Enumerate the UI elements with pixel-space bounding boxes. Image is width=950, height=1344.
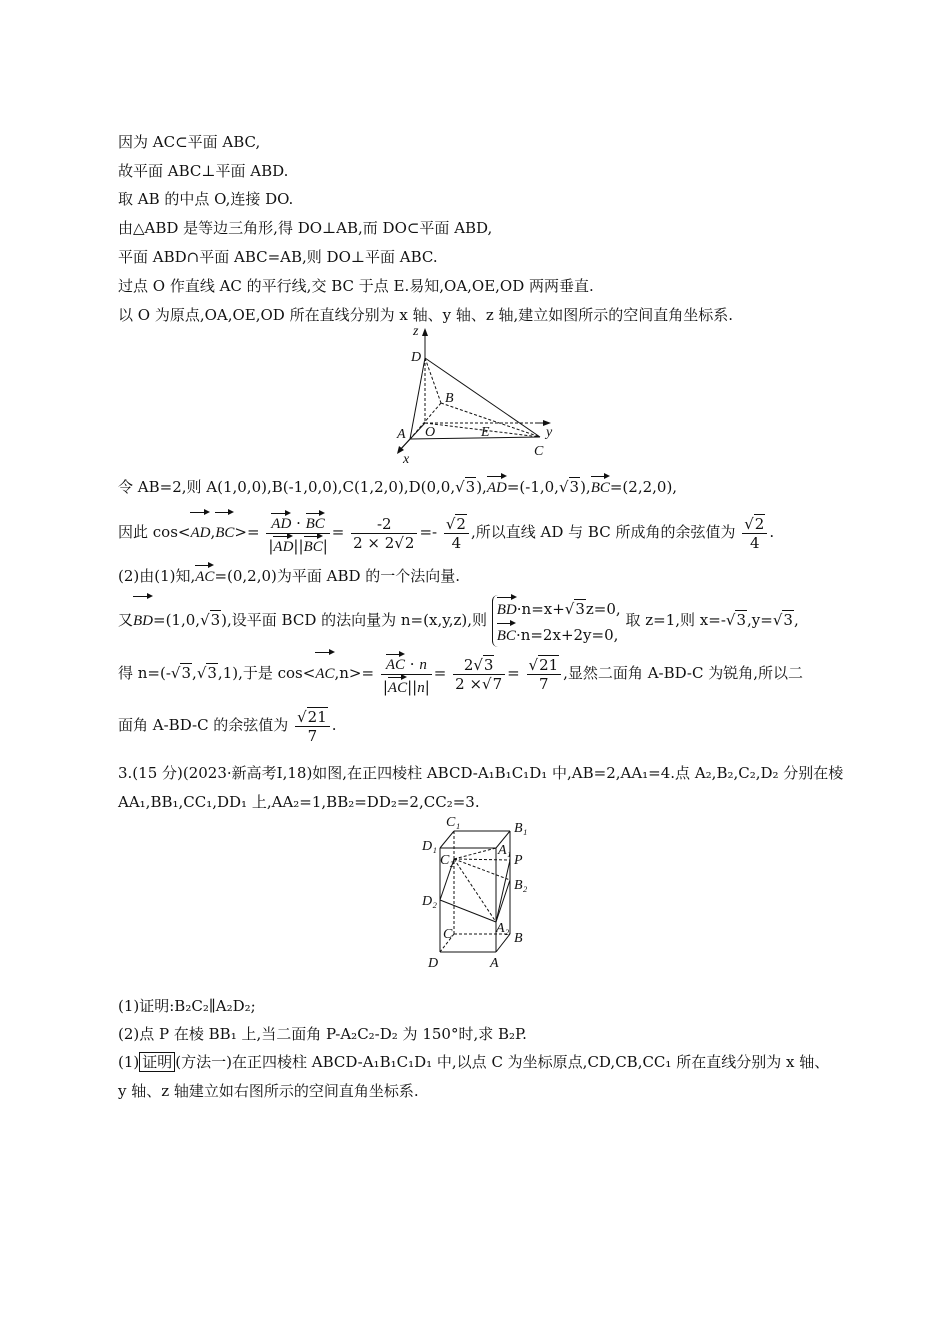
svg-text:C₂: C₂ [440, 853, 455, 868]
label-x: x [403, 452, 410, 465]
label-E: E [481, 425, 490, 440]
question-1: (1)证明:B₂C₂∥A₂D₂; [118, 997, 256, 1015]
label-C: C [534, 444, 544, 459]
part2-line: (2)由(1)知,AC=(0,2,0)为平面 ABD 的一个法向量. [118, 563, 460, 587]
svg-text:B: B [514, 931, 523, 946]
equation-system: BD·n=x+√3z=0, BC·n=2x+2y=0, [492, 595, 621, 647]
svg-text:D₁: D₁ [422, 839, 437, 854]
cosine-line: 因此 cos<AD,BC>= $\frac{AD \cdot BC}{|AD||BC|}$ = $\frac{-2}{2 \times 2√2}$ =- $\frac{√2}{4}$ ,所以直线 AD 与 BC 所成角的余弦值为 $\frac{√2}{4}$ . [118, 510, 774, 556]
svg-text:P: P [514, 853, 523, 868]
cosine-line-2: 得 n=(-√3,√3,1),于是 cos<AC,n>= $\frac{AC \cdot n}{|AC||n|}$ = $\frac{2√3}{2 \times√7}$ = $\frac{√21}{7}$ ,显然二面角 A-BD-C 为锐角,所以二 [118, 650, 803, 697]
vector-BC: BC [591, 474, 610, 498]
problem-3-line-2: AA₁,BB₁,CC₁,DD₁ 上,AA₂=1,BB₂=DD₂=2,CC₂=3. [118, 793, 480, 811]
figure-prism [410, 812, 545, 972]
fraction-value: $\frac{-2}{2 \times 2√2}$ [351, 515, 417, 552]
text-line: 平面 ABD∩平面 ABC=AB,则 DO⊥平面 ABC. [118, 248, 438, 266]
label-B: B [445, 391, 454, 406]
text-line: 故平面 ABC⊥平面 ABD. [118, 162, 289, 180]
svg-text:C₁: C₁ [446, 815, 461, 830]
vector-AD: AD [487, 474, 507, 498]
label-D: D [411, 350, 422, 365]
text-line: 过点 O 作直线 AC 的平行线,交 BC 于点 E.易知,OA,OE,OD 两两垂直. [118, 277, 594, 295]
svg-text:A₂: A₂ [496, 921, 510, 936]
proof-badge: 证明 [139, 1052, 175, 1072]
svg-text:A₁: A₁ [498, 843, 512, 858]
fraction-cos: $\frac{AD \cdot BC}{|AD||BC|}$ [266, 511, 329, 556]
svg-text:C: C [443, 927, 453, 942]
label-y: y [546, 425, 553, 440]
svg-text:D₂: D₂ [422, 894, 437, 909]
text-line: 取 AB 的中点 O,连接 DO. [118, 190, 294, 208]
problem-3-line-1: 3.(15 分)(2023·新高考Ⅰ,18)如图,在正四棱柱 ABCD-A₁B₁C₁D₁ 中,AB=2,AA₁=4.点 A₂,B₂,C₂,D₂ 分别在棱 [118, 764, 844, 782]
fraction-answer: $\frac{√2}{4}$ [742, 515, 767, 552]
svg-text:A: A [490, 956, 499, 971]
normal-vector-line: 又BD=(1,0,√3),设平面 BCD 的法向量为 n=(x,y,z),则 BD·n=x+√3z=0, BC·n=2x+2y=0, 取 z=1,则 x=-√3,y=√3, [118, 594, 799, 647]
question-2: (2)点 P 在棱 BB₁ 上,当二面角 P-A₂C₂-D₂ 为 150°时,求 B₂P. [118, 1025, 527, 1043]
svg-text:B₁: B₁ [514, 821, 528, 836]
fraction-result: $\frac{√2}{4}$ [444, 515, 469, 552]
sqrt-3: √3 [455, 478, 476, 496]
coordinates-line: 令 AB=2,则 A(1,0,0),B(-1,0,0),C(1,2,0),D(0,0,√3),AD=(-1,0,√3),BC=(2,2,0), [118, 474, 677, 498]
label-A: A [397, 427, 406, 442]
conclusion-line: 面角 A-BD-C 的余弦值为 $\frac{√21}{7}$ . [118, 707, 337, 745]
text-line: 由△ABD 是等边三角形,得 DO⊥AB,而 DO⊂平面 ABD, [118, 219, 493, 237]
figure-tetrahedron [385, 325, 565, 465]
sqrt-3: √3 [558, 478, 580, 496]
solution-line-2: y 轴、z 轴建立如右图所示的空间直角坐标系. [118, 1082, 419, 1100]
solution-start: (1) 证明 (方法一)在正四棱柱 ABCD-A₁B₁C₁D₁ 中,以点 C 为坐标原点,CD,CB,CC₁ 所在直线分别为 x 轴、 [118, 1053, 830, 1071]
text-line: 以 O 为原点,OA,OE,OD 所在直线分别为 x 轴、y 轴、z 轴,建立如图所示的空间直角坐标系. [118, 306, 734, 324]
text-line: 因为 AC⊂平面 ABC, [118, 133, 261, 151]
svg-text:D: D [428, 956, 439, 971]
label-z: z [413, 325, 419, 339]
label-O: O [425, 425, 436, 440]
svg-text:B₂: B₂ [514, 878, 528, 893]
